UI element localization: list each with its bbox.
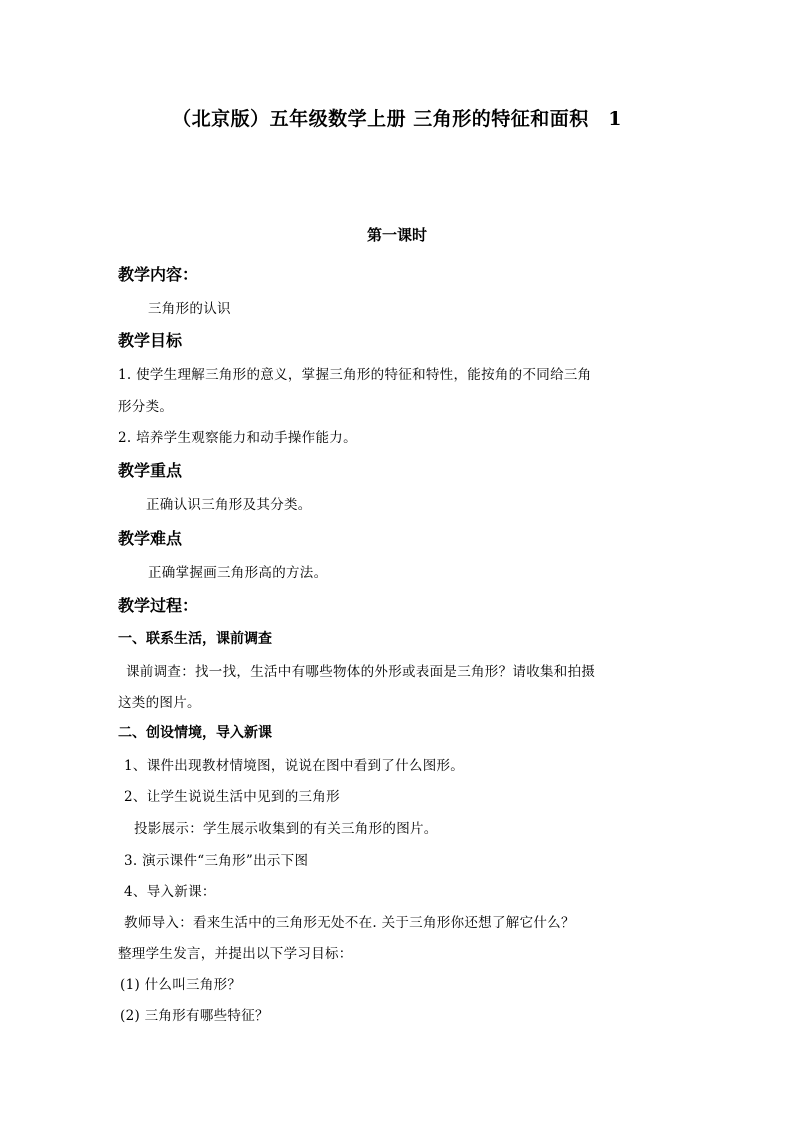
teacher-intro-line-1: 教师导入：看来生活中的三角形无处不在. 关于三角形你还想了解它什么？ [124, 915, 575, 931]
key-points-text: 正确认识三角形及其分类。 [146, 497, 312, 513]
section-2-heading: 二、创设情境，导入新课 [118, 725, 272, 741]
section-1-paragraph-line-2: 这类的图片。 [118, 695, 201, 711]
teaching-content-text: 三角形的认识 [148, 301, 231, 317]
question-1: (1) 什么叫三角形？ [120, 977, 242, 993]
heading-teaching-content: 教学内容： [118, 265, 199, 284]
document-title: （北京版）五年级数学上册 三角形的特征和面积 1 [172, 108, 622, 130]
goal-1-line-2: 形分类。 [118, 399, 174, 415]
section-2-item-3: 3. 演示课件“三角形”出示下图 [124, 853, 309, 869]
heading-teaching-goals: 教学目标 [118, 331, 183, 350]
question-2: (2) 三角形有哪些特征？ [120, 1008, 269, 1024]
goal-1-line-1: 1. 使学生理解三角形的意义，掌握三角形的特征和特性，能按角的不同给三角 [118, 367, 592, 383]
section-2-item-2-detail: 投影展示：学生展示收集到的有关三角形的图片。 [134, 821, 438, 837]
heading-teaching-process: 教学过程： [118, 596, 199, 615]
section-2-item-1: 1、课件出现教材情境图，说说在图中看到了什么图形。 [124, 758, 465, 774]
heading-difficulties: 教学难点 [118, 529, 183, 548]
section-2-item-4: 4、导入新课： [124, 884, 216, 900]
section-1-paragraph-line-1: 课前调查：找一找，生活中有哪些物体的外形或表面是三角形？请收集和拍摄 [126, 664, 596, 680]
section-1-heading: 一、联系生活，课前调查 [118, 631, 272, 647]
teacher-intro-line-2: 整理学生发言，并提出以下学习目标： [118, 946, 353, 962]
difficulties-text: 正确掌握画三角形高的方法。 [148, 565, 328, 581]
section-2-item-2: 2、让学生说说生活中见到的三角形 [124, 789, 340, 805]
lesson-heading: 第一课时 [366, 226, 427, 244]
heading-key-points: 教学重点 [118, 461, 183, 480]
goal-2: 2. 培养学生观察能力和动手操作能力。 [118, 430, 357, 446]
